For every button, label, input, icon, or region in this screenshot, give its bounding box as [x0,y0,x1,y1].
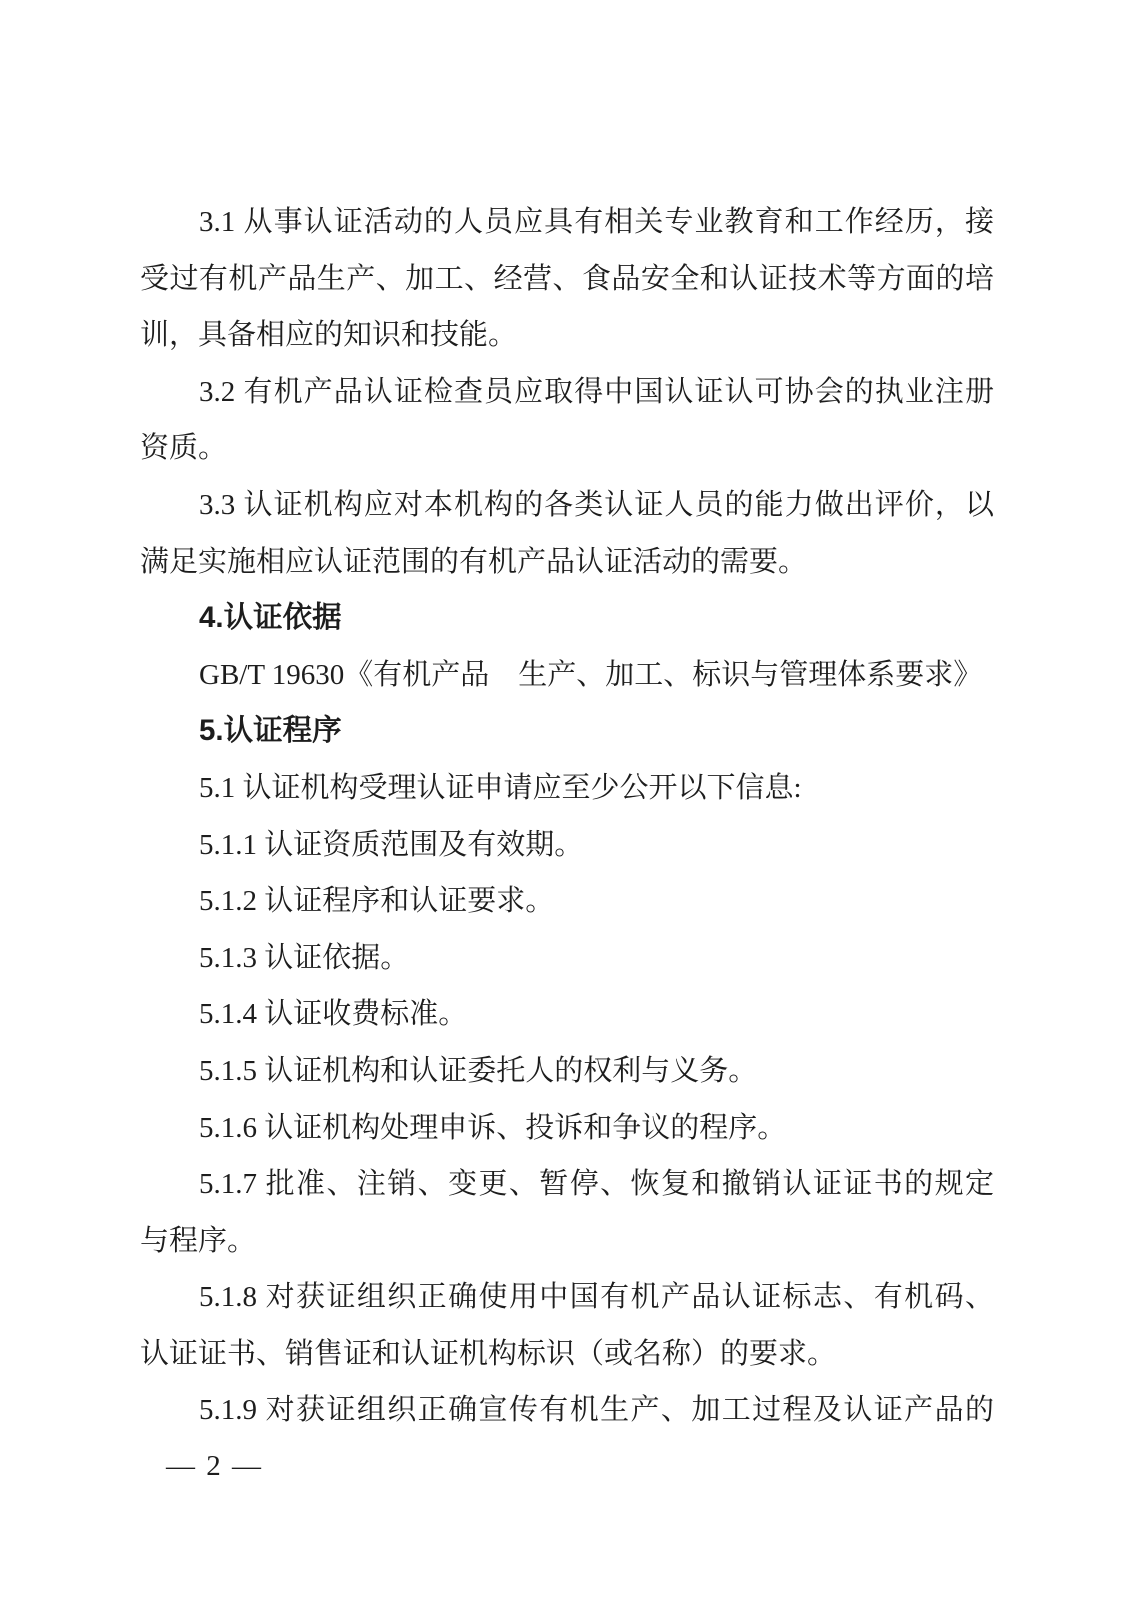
section-heading: 5.认证程序 [199,714,342,748]
text-line: 与程序。 [140,1224,257,1257]
text-line: 3.2 有机产品认证检查员应取得中国认证认可协会的执业注册 [199,375,994,408]
text-line: 训，具备相应的知识和技能。 [140,319,518,352]
text-line: 资质。 [140,432,228,465]
text-line: 3.1 从事认证活动的人员应具有相关专业教育和工作经历，接 [199,206,994,238]
text-line: GB/T 19630《有机产品 生产、加工、标识与管理体系要求》 [199,658,983,691]
text-line: 5.1 认证机构受理认证申请应至少公开以下信息: [199,771,802,804]
text-line: 5.1.7 批准、注销、变更、暂停、恢复和撤销认证证书的规定 [199,1168,994,1201]
text-line: 5.1.4 认证收费标准。 [199,998,468,1031]
text-line: 5.1.3 认证依据。 [199,941,410,974]
text-line: 5.1.1 认证资质范围及有效期。 [199,828,584,861]
text-line: 满足实施相应认证范围的有机产品认证活动的需要。 [140,545,808,578]
text-line: 5.1.6 认证机构处理申诉、投诉和争议的程序。 [199,1111,787,1144]
text-line: 5.1.5 认证机构和认证委托人的权利与义务。 [199,1054,758,1087]
section-heading: 4.认证依据 [199,601,342,635]
text-line: 受过有机产品生产、加工、经营、食品安全和认证技术等方面的培 [140,262,994,295]
text-line: 5.1.2 认证程序和认证要求。 [199,885,555,918]
text-line: 3.3 认证机构应对本机构的各类认证人员的能力做出评价，以 [199,488,994,521]
document-body [140,194,994,1439]
text-line: 认证证书、销售证和认证机构标识（或名称）的要求。 [140,1337,837,1370]
text-line: 5.1.9 对获证组织正确宣传有机生产、加工过程及认证产品的 [199,1394,994,1427]
text-line: 5.1.8 对获证组织正确使用中国有机产品认证标志、有机码、 [199,1281,994,1314]
page-number: — 2 — [166,1450,263,1482]
